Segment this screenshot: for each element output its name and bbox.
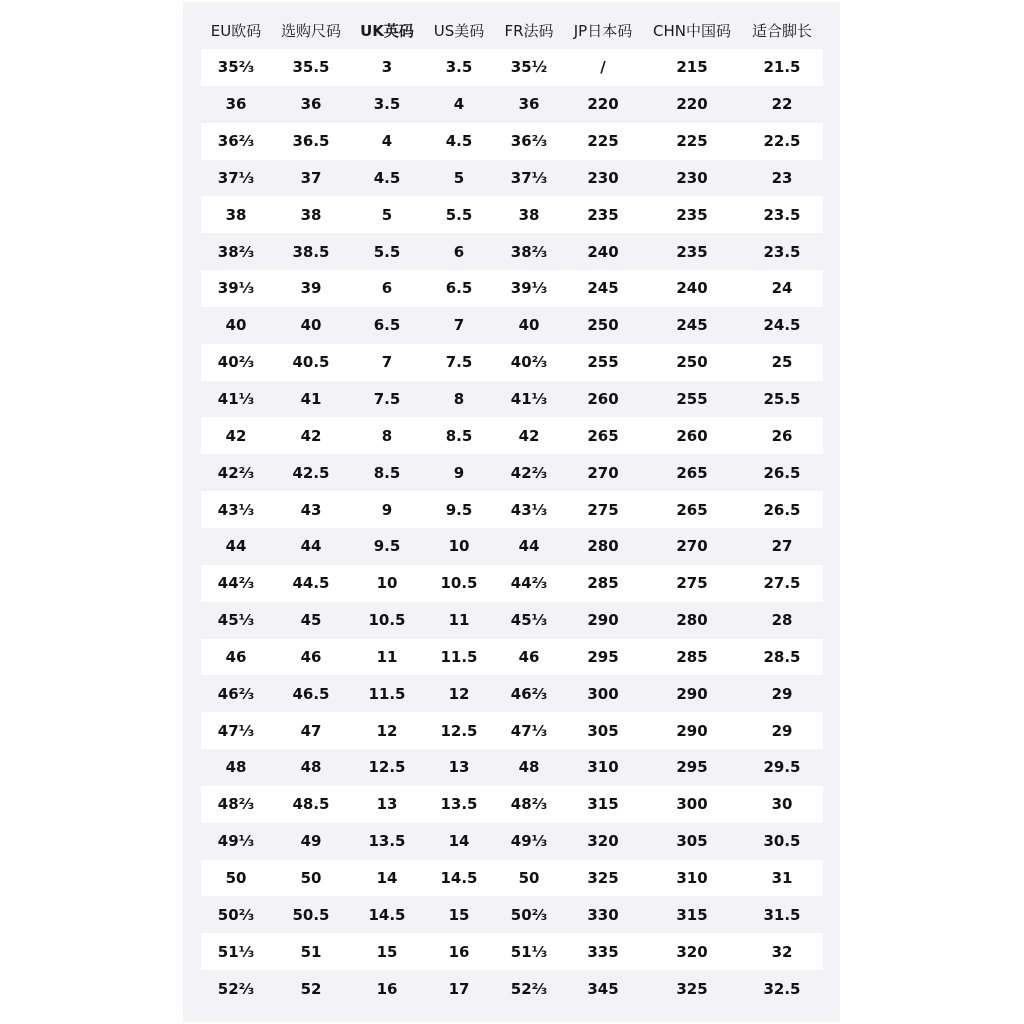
cell-eu: 51⅓ [217,942,255,961]
cell-us: 13.5 [440,795,478,814]
cell-eu: 37⅓ [217,168,255,187]
table-row [201,528,823,565]
cell-us: 10.5 [440,574,478,593]
cell-chn: 310 [676,868,708,887]
cell-us: 7.5 [445,353,473,372]
cell-fr: 46⅔ [510,684,548,703]
cell-uk: 9 [381,500,393,519]
cell-purchase-size: 40 [300,316,322,335]
cell-purchase-size: 36 [300,95,322,114]
cell-eu: 50 [225,868,247,887]
cell-chn: 240 [676,279,708,298]
cell-foot-length: 25 [771,353,793,372]
cell-foot-length: 22.5 [763,132,801,151]
cell-jp: 225 [587,132,619,151]
cell-uk: 16 [376,979,398,998]
cell-chn: 285 [676,647,708,666]
table-row [201,896,823,933]
cell-purchase-size: 39 [300,279,322,298]
header-uk: UK英码 [360,21,414,40]
cell-chn: 235 [676,242,708,261]
cell-chn: 290 [676,721,708,740]
cell-jp: 325 [587,868,619,887]
cell-uk: 10 [376,574,398,593]
cell-jp: 310 [587,758,619,777]
header-purchase-size: 选购尺码 [280,21,341,40]
cell-chn: 230 [676,168,708,187]
cell-fr: 40⅔ [510,353,548,372]
cell-chn: 305 [676,832,708,851]
cell-purchase-size: 48 [300,758,322,777]
cell-eu: 36 [225,95,247,114]
cell-eu: 46 [225,647,247,666]
cell-eu: 38 [225,205,247,224]
cell-jp: 230 [587,168,619,187]
cell-us: 14 [448,832,470,851]
cell-fr: 44⅔ [510,574,548,593]
cell-uk: 11 [376,647,398,666]
cell-jp: 220 [587,95,619,114]
cell-foot-length: 24 [771,279,793,298]
cell-us: 16 [448,942,470,961]
table-row [201,675,823,712]
cell-foot-length: 27 [771,537,793,556]
cell-chn: 275 [676,574,708,593]
cell-us: 14.5 [440,868,478,887]
cell-uk: 14.5 [368,905,406,924]
table-row [201,344,823,381]
cell-fr: 43⅓ [510,500,548,519]
cell-foot-length: 27.5 [763,574,801,593]
cell-fr: 49⅓ [510,832,548,851]
table-row [201,307,823,344]
cell-uk: 5.5 [373,242,401,261]
cell-foot-length: 31 [771,868,793,887]
cell-eu: 41⅓ [217,390,255,409]
cell-purchase-size: 42 [300,426,322,445]
cell-eu: 42 [225,426,247,445]
cell-eu: 48⅔ [217,795,255,814]
cell-jp: 290 [587,611,619,630]
cell-foot-length: 25.5 [763,390,801,409]
cell-chn: 250 [676,353,708,372]
cell-purchase-size: 50.5 [292,905,330,924]
cell-uk: 11.5 [368,684,406,703]
cell-eu: 40 [225,316,247,335]
cell-foot-length: 23.5 [763,205,801,224]
cell-foot-length: 26 [771,426,793,445]
cell-jp: 335 [587,942,619,961]
cell-us: 5 [453,168,465,187]
cell-foot-length: 24.5 [763,316,801,335]
cell-fr: 46 [518,647,540,666]
cell-jp: 250 [587,316,619,335]
cell-purchase-size: 35.5 [292,58,330,77]
cell-eu: 44 [225,537,247,556]
cell-fr: 52⅔ [510,979,548,998]
cell-uk: 6.5 [373,316,401,335]
cell-jp: 345 [587,979,619,998]
cell-foot-length: 23.5 [763,242,801,261]
cell-us: 10 [448,537,470,556]
cell-fr: 38 [518,205,540,224]
cell-us: 12 [448,684,470,703]
cell-chn: 265 [676,500,708,519]
cell-foot-length: 21.5 [763,58,801,77]
cell-us: 6.5 [445,279,473,298]
cell-uk: 7 [381,353,393,372]
table-row [201,823,823,860]
cell-eu: 45⅓ [217,611,255,630]
cell-jp: 315 [587,795,619,814]
cell-foot-length: 30 [771,795,793,814]
cell-fr: 37⅓ [510,168,548,187]
cell-fr: 44 [518,537,540,556]
cell-foot-length: 29 [771,684,793,703]
cell-purchase-size: 42.5 [292,463,330,482]
cell-eu: 43⅓ [217,500,255,519]
cell-fr: 38⅔ [510,242,548,261]
table-row [201,933,823,970]
cell-us: 13 [448,758,470,777]
cell-us: 12.5 [440,721,478,740]
table-body [201,49,823,1007]
header-us: US美码 [433,21,485,40]
table-row [201,196,823,233]
cell-uk: 7.5 [373,390,401,409]
cell-jp: 270 [587,463,619,482]
cell-eu: 38⅔ [217,242,255,261]
cell-purchase-size: 37 [300,168,322,187]
table-row [201,454,823,491]
cell-jp: 330 [587,905,619,924]
cell-uk: 10.5 [368,611,406,630]
cell-uk: 8.5 [373,463,401,482]
cell-chn: 255 [676,390,708,409]
table-row [201,491,823,528]
cell-uk: 4.5 [373,168,401,187]
cell-uk: 3 [381,58,393,77]
cell-purchase-size: 49 [300,832,322,851]
cell-purchase-size: 43 [300,500,322,519]
cell-foot-length: 26.5 [763,500,801,519]
cell-us: 7 [453,316,465,335]
cell-foot-length: 23 [771,168,793,187]
cell-chn: 220 [676,95,708,114]
cell-us: 17 [448,979,470,998]
cell-jp: 240 [587,242,619,261]
cell-jp: 255 [587,353,619,372]
cell-chn: 245 [676,316,708,335]
cell-uk: 3.5 [373,95,401,114]
cell-purchase-size: 52 [300,979,322,998]
cell-uk: 9.5 [373,537,401,556]
cell-foot-length: 31.5 [763,905,801,924]
cell-foot-length: 28 [771,611,793,630]
cell-fr: 50 [518,868,540,887]
cell-jp: 275 [587,500,619,519]
cell-uk: 14 [376,868,398,887]
cell-us: 8.5 [445,426,473,445]
cell-uk: 4 [381,132,393,151]
cell-fr: 39⅓ [510,279,548,298]
cell-us: 9.5 [445,500,473,519]
cell-fr: 35½ [510,58,548,77]
table-row [201,49,823,86]
cell-chn: 265 [676,463,708,482]
cell-us: 4 [453,95,465,114]
table-row [201,639,823,676]
table-row [201,381,823,418]
cell-eu: 36⅔ [217,132,255,151]
cell-us: 11.5 [440,647,478,666]
table-row [201,86,823,123]
cell-jp: 280 [587,537,619,556]
cell-uk: 5 [381,205,393,224]
table-row [201,712,823,749]
cell-chn: 235 [676,205,708,224]
header-jp: JP日本码 [573,21,633,40]
cell-foot-length: 22 [771,95,793,114]
cell-eu: 44⅔ [217,574,255,593]
cell-us: 4.5 [445,132,473,151]
cell-jp: 320 [587,832,619,851]
cell-purchase-size: 44.5 [292,574,330,593]
cell-eu: 52⅔ [217,979,255,998]
table-row [201,565,823,602]
cell-foot-length: 32 [771,942,793,961]
cell-fr: 45⅓ [510,611,548,630]
cell-jp: / [600,58,606,77]
cell-jp: 265 [587,426,619,445]
cell-eu: 39⅓ [217,279,255,298]
table-row [201,749,823,786]
cell-chn: 290 [676,684,708,703]
cell-foot-length: 26.5 [763,463,801,482]
cell-jp: 295 [587,647,619,666]
cell-fr: 51⅓ [510,942,548,961]
cell-jp: 285 [587,574,619,593]
cell-fr: 47⅓ [510,721,548,740]
cell-purchase-size: 46 [300,647,322,666]
cell-chn: 315 [676,905,708,924]
cell-chn: 260 [676,426,708,445]
cell-fr: 48⅔ [510,795,548,814]
cell-us: 9 [453,463,465,482]
cell-purchase-size: 51 [300,942,322,961]
cell-fr: 36 [518,95,540,114]
cell-purchase-size: 44 [300,537,322,556]
cell-chn: 320 [676,942,708,961]
cell-jp: 235 [587,205,619,224]
cell-purchase-size: 46.5 [292,684,330,703]
table-row [201,123,823,160]
cell-eu: 49⅓ [217,832,255,851]
header-foot-length: 适合脚长 [751,21,812,40]
header-chn: CHN中国码 [653,21,731,40]
table-row [201,270,823,307]
cell-fr: 48 [518,758,540,777]
cell-jp: 305 [587,721,619,740]
cell-uk: 15 [376,942,398,961]
cell-chn: 280 [676,611,708,630]
table-row [201,417,823,454]
cell-purchase-size: 47 [300,721,322,740]
cell-eu: 35⅔ [217,58,255,77]
cell-uk: 13 [376,795,398,814]
cell-us: 5.5 [445,205,473,224]
cell-purchase-size: 40.5 [292,353,330,372]
cell-uk: 12.5 [368,758,406,777]
cell-foot-length: 29.5 [763,758,801,777]
cell-fr: 42 [518,426,540,445]
cell-chn: 270 [676,537,708,556]
cell-purchase-size: 45 [300,611,322,630]
cell-eu: 40⅔ [217,353,255,372]
cell-jp: 260 [587,390,619,409]
cell-purchase-size: 36.5 [292,132,330,151]
table-row [201,602,823,639]
cell-purchase-size: 38 [300,205,322,224]
cell-eu: 47⅓ [217,721,255,740]
cell-eu: 50⅔ [217,905,255,924]
cell-fr: 36⅔ [510,132,548,151]
table-row [201,970,823,1007]
header-fr: FR法码 [504,21,554,40]
cell-chn: 325 [676,979,708,998]
cell-fr: 40 [518,316,540,335]
cell-chn: 225 [676,132,708,151]
cell-eu: 46⅔ [217,684,255,703]
cell-foot-length: 29 [771,721,793,740]
cell-uk: 8 [381,426,393,445]
cell-fr: 42⅔ [510,463,548,482]
cell-fr: 50⅔ [510,905,548,924]
cell-uk: 6 [381,279,393,298]
cell-chn: 215 [676,58,708,77]
cell-purchase-size: 41 [300,390,322,409]
table-row [201,786,823,823]
table-header [183,12,840,48]
cell-fr: 41⅓ [510,390,548,409]
table-row [201,160,823,197]
cell-foot-length: 28.5 [763,647,801,666]
cell-us: 11 [448,611,470,630]
cell-uk: 12 [376,721,398,740]
cell-uk: 13.5 [368,832,406,851]
cell-us: 6 [453,242,465,261]
cell-jp: 300 [587,684,619,703]
cell-purchase-size: 48.5 [292,795,330,814]
cell-us: 8 [453,390,465,409]
table-row [201,233,823,270]
cell-eu: 48 [225,758,247,777]
cell-us: 15 [448,905,470,924]
cell-jp: 245 [587,279,619,298]
cell-chn: 300 [676,795,708,814]
table-row [201,860,823,897]
cell-eu: 42⅔ [217,463,255,482]
cell-us: 3.5 [445,58,473,77]
cell-foot-length: 32.5 [763,979,801,998]
cell-chn: 295 [676,758,708,777]
cell-purchase-size: 38.5 [292,242,330,261]
cell-purchase-size: 50 [300,868,322,887]
size-chart-panel [183,2,840,1022]
cell-foot-length: 30.5 [763,832,801,851]
header-eu: EU欧码 [210,21,262,40]
